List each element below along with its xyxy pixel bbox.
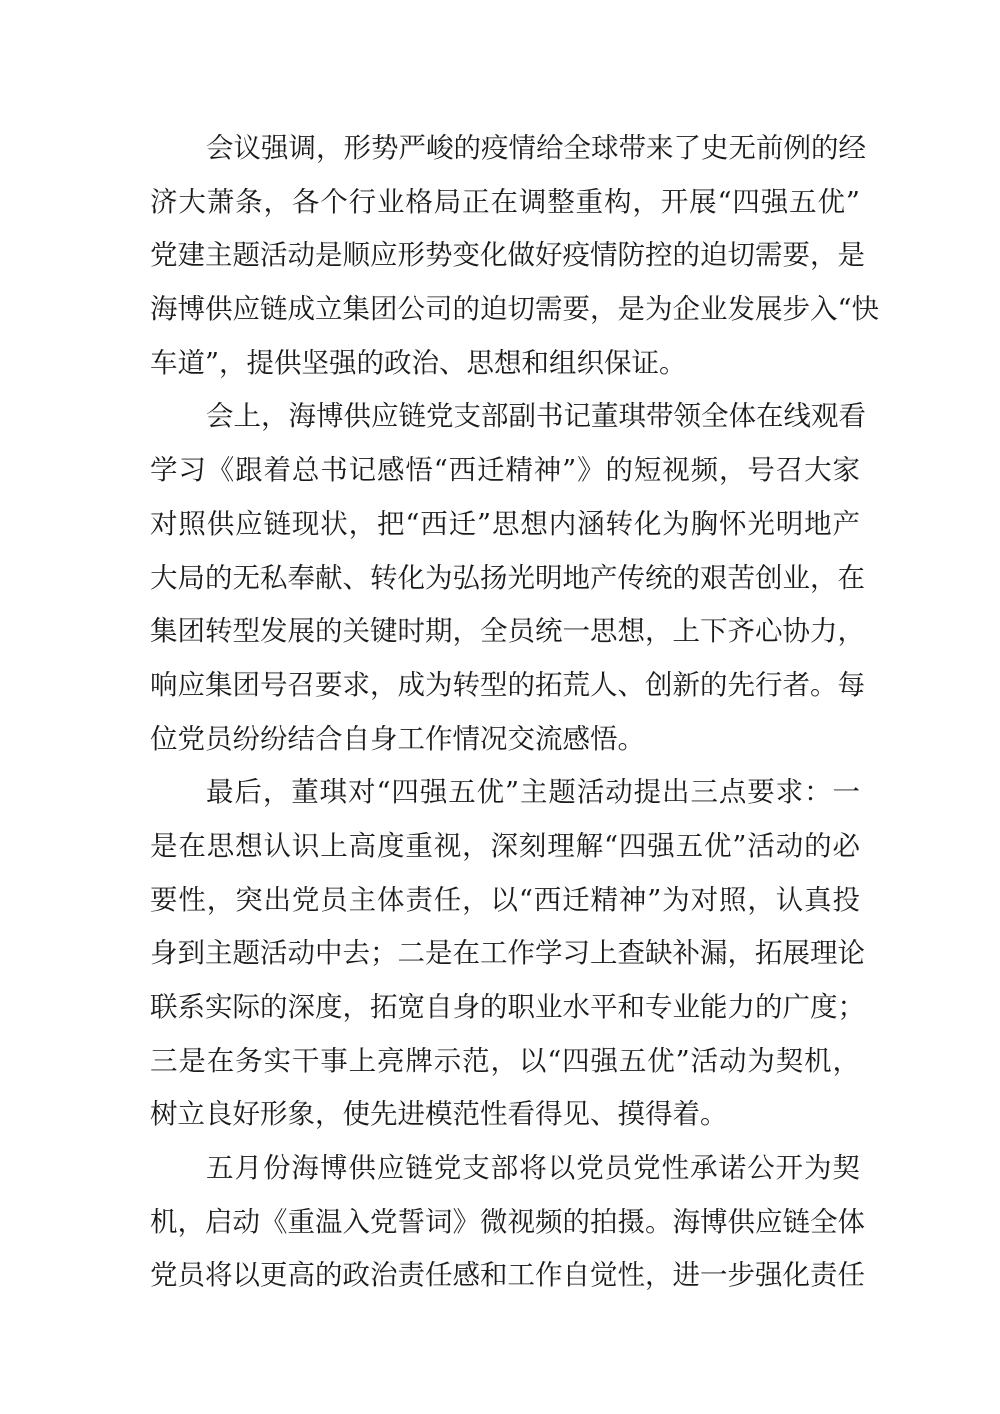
- paragraph-line: 会议强调，形势严峻的疫情给全球带来了史无前例的经: [206, 132, 866, 164]
- paragraph-line: 联系实际的深度，拓宽自身的职业水平和专业能力的广度；: [150, 991, 865, 1023]
- paragraph-line: 对照供应链现状，把“西迁”思想内涵转化为胸怀光明地产: [150, 507, 860, 540]
- paragraph-line: 身到主题活动中去；二是在工作学习上查缺补漏，拓展理论: [150, 937, 865, 970]
- paragraph-line: 响应集团号召要求，成为转型的拓荒人、创新的先行者。每: [150, 668, 865, 701]
- paragraph-line: 济大萧条，各个行业格局正在调整重构，开展“四强五优”: [150, 185, 860, 218]
- paragraph-line: 集团转型发展的关键时期，全员统一思想，上下齐心协力，: [150, 615, 865, 648]
- paragraph-line: 位党员纷纷结合自身工作情况交流感悟。: [150, 722, 645, 755]
- paragraph-line: 海博供应链成立集团公司的迫切需要，是为企业发展步入“快: [150, 293, 880, 326]
- paragraph-2: [150, 390, 866, 766]
- paragraph-line: 机，启动《重温入党誓词》微视频的拍摄。海博供应链全体: [150, 1205, 865, 1238]
- paragraph-line: 会上，海博供应链党支部副书记董琪带领全体在线观看: [206, 400, 866, 433]
- paragraph-line: 学习《跟着总书记感悟“西迁精神”》的短视频，号召大家: [150, 454, 860, 487]
- paragraph-line: 党建主题活动是顺应形势变化做好疫情防控的迫切需要，是: [150, 239, 865, 272]
- paragraph-line: 大局的无私奉献、转化为弘扬光明地产传统的艰苦创业，在: [150, 561, 865, 594]
- paragraph-4: [150, 1142, 865, 1303]
- paragraph-line: 树立良好形象，使先进模范性看得见、摸得着。: [150, 1098, 728, 1131]
- paragraph-1: [150, 122, 880, 390]
- document-body: [150, 122, 880, 1303]
- paragraph-line: 最后，董琪对“四强五优”主题活动提出三点要求：一: [206, 776, 860, 809]
- paragraph-line: 车道”，提供坚强的政治、思想和组织保证。: [150, 346, 687, 379]
- paragraph-line: 是在思想认识上高度重视，深刻理解“四强五优”活动的必: [150, 829, 860, 862]
- paragraph-line: 五月份海博供应链党支部将以党员党性承诺公开为契: [206, 1152, 860, 1185]
- paragraph-line: 要性，突出党员主体责任，以“西迁精神”为对照，认真投: [150, 883, 860, 916]
- paragraph-3: [150, 766, 865, 1142]
- paragraph-line: 党员将以更高的政治责任感和工作自觉性，进一步强化责任: [150, 1259, 865, 1292]
- paragraph-line: 三是在务实干事上亮牌示范，以“四强五优”活动为契机，: [150, 1044, 860, 1077]
